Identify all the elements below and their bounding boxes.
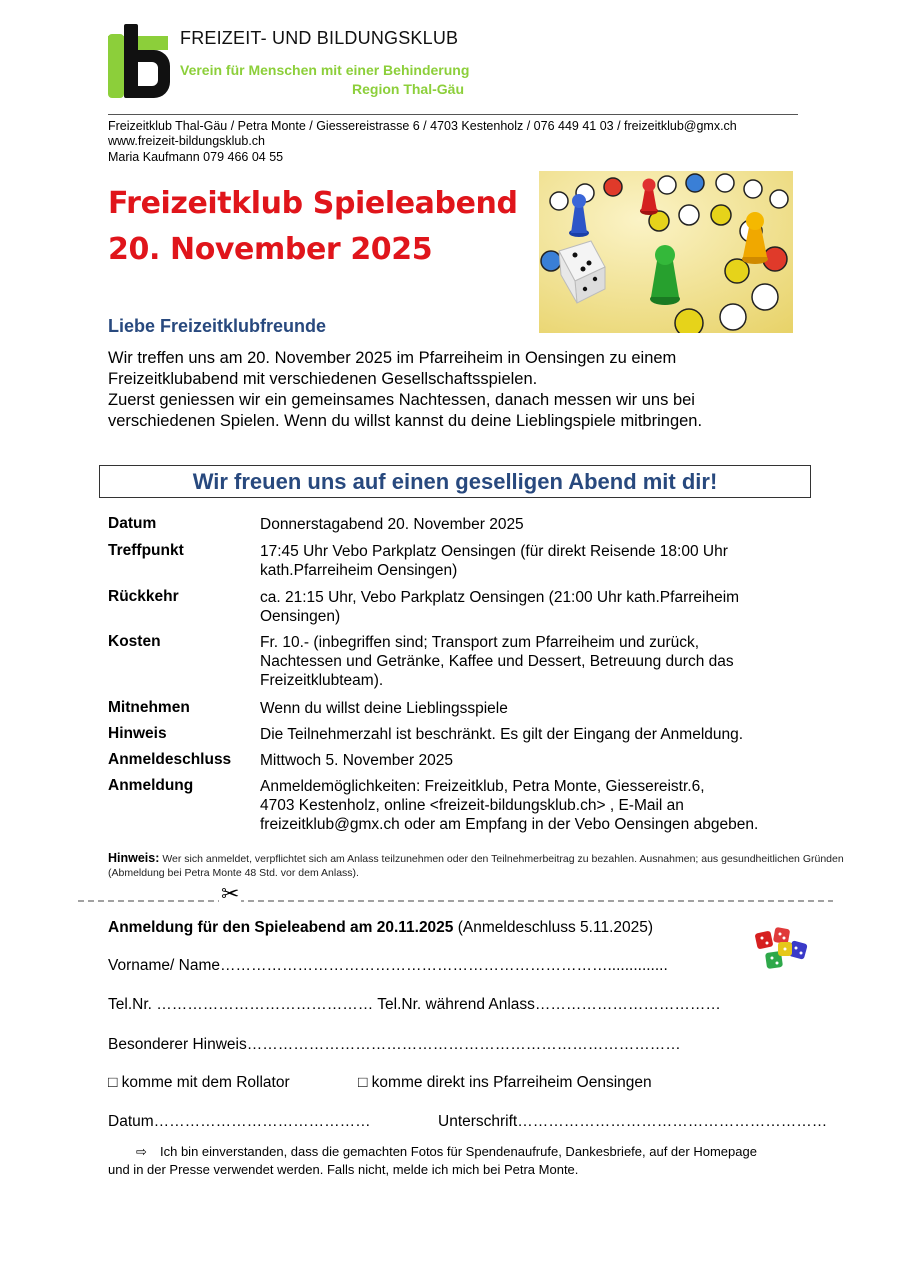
org-name: FREIZEIT- UND BILDUNGSKLUB: [180, 28, 459, 48]
dice-icon: [752, 926, 810, 972]
detail-label-mitnehmen: Mitnehmen: [108, 699, 190, 716]
detail-value-datum: Donnerstagabend 20. November 2025: [260, 516, 524, 533]
event-title: Freizeitklub Spieleabend: [108, 186, 518, 221]
detail-label-anmeldeschluss: Anmeldeschluss: [108, 751, 232, 768]
detail-label-datum: Datum: [108, 515, 157, 532]
greeting: Liebe Freizeitklubfreunde: [108, 316, 327, 336]
detail-label-kosten: Kosten: [108, 633, 161, 650]
direct-arrival-checkbox[interactable]: □ komme direkt ins Pfarreiheim Oensingen: [358, 1074, 652, 1091]
detail-value-anmeldeschluss: Mittwoch 5. November 2025: [260, 752, 453, 769]
club-logo-icon: [108, 24, 170, 98]
note-text: Wer sich anmeldet, verpflichtet sich am Anlass teilzunehmen oder den Teilnehmerbeitrag zu bezahlen. Ausnahmen; aus gesundheitlichen Gründen (Abmeldung bei Petra Monte 48 Std. vor dem Anlass).: [108, 853, 844, 879]
signature-field[interactable]: Unterschrift……………………………………………………: [438, 1113, 828, 1130]
header-divider: [108, 114, 798, 115]
detail-label-anmeldung: Anmeldung: [108, 777, 194, 794]
contact-address: Freizeitklub Thal-Gäu / Petra Monte / Giessereistrasse 6 / 4703 Kestenholz / 076 449 41 03 / freizeitklub@gmx.ch: [108, 119, 737, 133]
contact-phone: Maria Kaufmann 079 466 04 55: [108, 150, 284, 164]
event-date-title: 20. November 2025: [108, 232, 433, 267]
org-tagline: Verein für Menschen mit einer Behinderung: [180, 62, 470, 78]
form-heading: Anmeldung für den Spieleabend am 20.11.2025 (Anmeldeschluss 5.11.2025): [108, 919, 654, 936]
special-notes-field[interactable]: Besonderer Hinweis…………………………………………………………………………: [108, 1036, 681, 1053]
detail-value-anmeldung: Anmeldemöglichkeiten: Freizeitklub, Petra Monte, Giessereistr.6, 4703 Kestenholz, online <freizeit-bildungsklub.ch> , E-Mail an freizeitklub@gmx.ch oder am Empfang in der Vebo Oensingen abgeben.: [260, 778, 759, 833]
detail-value-hinweis: Die Teilnehmerzahl ist beschränkt. Es gilt der Eingang der Anmeldung.: [260, 726, 744, 743]
welcome-banner: Wir freuen uns auf einen geselligen Abend mit dir!: [99, 465, 811, 498]
detail-label-rueckkehr: Rückkehr: [108, 588, 179, 605]
detail-label-hinweis: Hinweis: [108, 725, 167, 742]
intro-line-4: verschiedenen Spielen. Wenn du willst kannst du deine Lieblingspiele mitbringen.: [108, 412, 703, 430]
date-field[interactable]: Datum……………………………………: [108, 1113, 371, 1130]
registration-note: [108, 851, 868, 880]
photo-consent: ⇨ Ich bin einverstanden, dass die gemachten Fotos für Spendenaufrufe, Dankesbriefe, auf der Homepage und in der Presse verwendet werden. Falls nicht, melde ich mich bei Petra Monte.: [108, 1144, 757, 1177]
note-label: Hinweis:: [108, 851, 160, 865]
name-field[interactable]: Vorname/ Name…………………………………………………………………..............: [108, 957, 668, 974]
board-game-photo: [539, 171, 793, 333]
rollator-checkbox[interactable]: □ komme mit dem Rollator: [108, 1074, 290, 1091]
org-region: Region Thal-Gäu: [352, 81, 464, 97]
intro-line-1: Wir treffen uns am 20. November 2025 im Pfarreiheim in Oensingen zu einem: [108, 349, 677, 367]
detail-value-kosten: Fr. 10.- (inbegriffen sind; Transport zum Pfarreiheim und zurück, Nachtessen und Getränke, Kaffee und Dessert, Betreuung durch das Freizeitklubteam).: [260, 634, 734, 689]
detail-label-treffpunkt: Treffpunkt: [108, 542, 184, 559]
phone-field[interactable]: Tel.Nr. …………………………………… Tel.Nr. während Anlass………………………………: [108, 996, 721, 1013]
scissors-icon: ✂: [221, 881, 240, 906]
detail-value-mitnehmen: Wenn du willst deine Lieblingsspiele: [260, 700, 508, 717]
contact-website: www.freizeit-bildungsklub.ch: [108, 134, 266, 148]
intro-line-3: Zuerst geniessen wir ein gemeinsames Nachtessen, danach messen wir uns bei: [108, 391, 695, 409]
cut-line: [78, 894, 833, 908]
detail-value-rueckkehr: ca. 21:15 Uhr, Vebo Parkplatz Oensingen (21:00 Uhr kath.Pfarreiheim Oensingen): [260, 589, 740, 625]
arrow-right-icon: ⇨: [136, 1144, 147, 1159]
intro-line-2: Freizeitklubabend mit verschiedenen Gesellschaftsspielen.: [108, 370, 538, 388]
detail-value-treffpunkt: 17:45 Uhr Vebo Parkplatz Oensingen (für direkt Reisende 18:00 Uhr kath.Pfarreiheim Oensingen): [260, 543, 728, 579]
